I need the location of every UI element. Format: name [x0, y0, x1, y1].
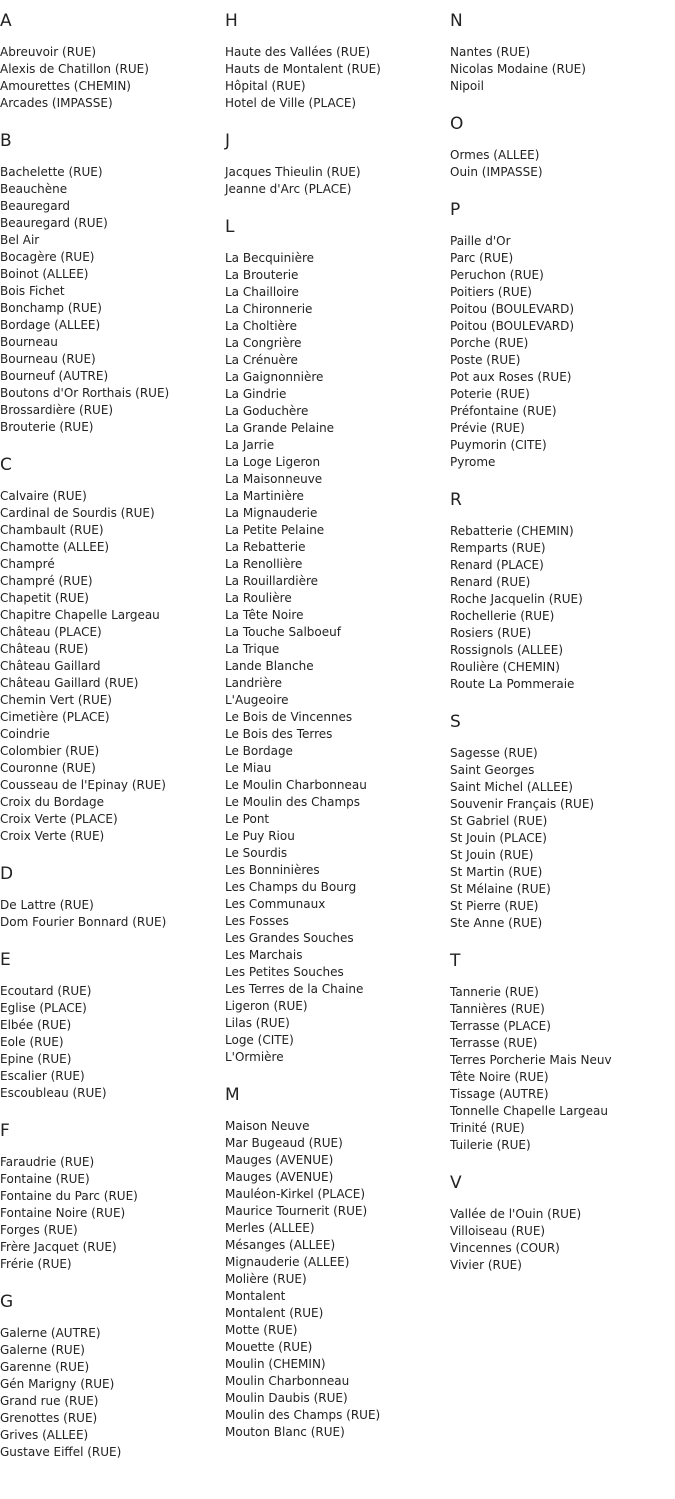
street-name: La Touche Salboeuf — [225, 625, 341, 639]
street-list — [450, 147, 675, 181]
street-name: Porche (RUE) — [450, 336, 529, 350]
section-letter-heading: R — [450, 490, 462, 510]
section-letter-heading: E — [0, 950, 11, 970]
street-list — [0, 44, 225, 112]
street-name: La Congrière — [225, 336, 302, 350]
street-name: Lande Blanche — [225, 659, 314, 673]
street-name: Garenne (RUE) — [0, 1360, 90, 1374]
street-name: Poitiers (RUE) — [450, 285, 532, 299]
street-name: Chapetit (RUE) — [0, 591, 89, 605]
street-name: Coindrie — [0, 727, 50, 741]
street-name: Poterie (RUE) — [450, 387, 530, 401]
street-name: Villoiseau (RUE) — [450, 1224, 546, 1238]
street-name: Tissage (AUTRE) — [450, 1087, 549, 1101]
street-list — [450, 1206, 675, 1274]
street-name: Poitou (BOULEVARD) — [450, 319, 575, 333]
street-name: Mauléon-Kirkel (PLACE) — [225, 1187, 366, 1201]
street-name: La Chailloire — [225, 285, 299, 299]
street-name: Grives (ALLEE) — [0, 1428, 89, 1442]
letter-group-c — [0, 454, 225, 845]
street-name: Escoubleau (RUE) — [0, 1086, 107, 1100]
street-name: Le Moulin des Champs — [225, 795, 361, 809]
street-name: Haute des Vallées (RUE) — [225, 45, 371, 59]
letter-group-m — [225, 1084, 450, 1441]
street-index-column-3 — [450, 10, 675, 1292]
street-name: Prévie (RUE) — [450, 421, 525, 435]
street-name: Dom Fourier Bonnard (RUE) — [0, 915, 167, 929]
street-name: Jacques Thieulin (RUE) — [225, 165, 361, 179]
street-name: Vincennes (COUR) — [450, 1241, 560, 1255]
letter-group-a — [0, 10, 225, 112]
street-name: Moulin des Champs (RUE) — [225, 1408, 381, 1422]
street-name: Souvenir Français (RUE) — [450, 797, 595, 811]
street-name: La Maisonneuve — [225, 472, 323, 486]
street-name: Les Terres de la Chaine — [225, 982, 364, 996]
street-name: Fontaine Noire (RUE) — [0, 1206, 126, 1220]
street-name: Trinité (RUE) — [450, 1121, 525, 1135]
street-name: Les Fosses — [225, 914, 289, 928]
street-index-column-1 — [0, 10, 225, 1479]
section-letter-heading: C — [0, 455, 12, 475]
street-name: La Becquinière — [225, 251, 314, 265]
street-list — [225, 164, 450, 198]
street-name: Préfontaine (RUE) — [450, 404, 557, 418]
street-list — [450, 233, 675, 471]
street-name: Rossignols (ALLEE) — [450, 643, 564, 657]
street-name: Montalent — [225, 1289, 286, 1303]
street-name: De Lattre (RUE) — [0, 898, 94, 912]
section-letter-heading: B — [0, 131, 12, 151]
street-name: Cimetière (PLACE) — [0, 710, 110, 724]
street-list — [450, 44, 675, 95]
street-name: Grand rue (RUE) — [0, 1394, 99, 1408]
street-list — [450, 523, 675, 693]
street-name: La Gaignonnière — [225, 370, 324, 384]
street-name: Galerne (AUTRE) — [0, 1326, 101, 1340]
street-list — [225, 44, 450, 112]
street-name: Cardinal de Sourdis (RUE) — [0, 506, 155, 520]
letter-group-s — [450, 711, 675, 932]
street-name: Motte (RUE) — [225, 1323, 298, 1337]
street-name: Molière (RUE) — [225, 1272, 307, 1286]
street-name: Moulin Charbonneau — [225, 1374, 350, 1388]
street-name: Ouin (IMPASSE) — [450, 165, 543, 179]
street-name: La Goduchère — [225, 404, 309, 418]
street-name: Bonchamp (RUE) — [0, 301, 102, 315]
street-name: Les Marchais — [225, 948, 303, 962]
street-name: Puymorin (CITE) — [450, 438, 547, 452]
street-name: La Choltière — [225, 319, 297, 333]
street-name: Chapitre Chapelle Largeau — [0, 608, 160, 622]
street-name: Moulin (CHEMIN) — [225, 1357, 326, 1371]
street-name: Le Bordage — [225, 744, 293, 758]
section-letter-heading: N — [450, 11, 463, 31]
section-letter-heading: L — [225, 217, 235, 237]
street-name: Bocagère (RUE) — [0, 250, 95, 264]
street-name: St Martin (RUE) — [450, 865, 543, 879]
letter-group-l — [225, 216, 450, 1066]
street-name: Rebatterie (CHEMIN) — [450, 524, 574, 538]
street-name: Alexis de Chatillon (RUE) — [0, 62, 149, 76]
letter-group-o — [450, 113, 675, 181]
street-name: La Rebatterie — [225, 540, 306, 554]
section-letter-heading: M — [225, 1085, 240, 1105]
street-name: Galerne (RUE) — [0, 1343, 85, 1357]
street-name: Renard (PLACE) — [450, 558, 544, 572]
section-letter-heading: T — [450, 951, 461, 971]
street-name: Les Grandes Souches — [225, 931, 354, 945]
street-name: Paille d'Or — [450, 234, 511, 248]
street-name: Couronne (RUE) — [0, 761, 96, 775]
street-name: Arcades (IMPASSE) — [0, 96, 113, 110]
street-name: Amourettes (CHEMIN) — [0, 79, 131, 93]
street-name: Ecoutard (RUE) — [0, 984, 92, 998]
section-letter-heading: F — [0, 1121, 10, 1141]
street-name: Route La Pommeraie — [450, 677, 575, 691]
street-name: Les Petites Souches — [225, 965, 344, 979]
street-list — [225, 1118, 450, 1441]
street-name: Château Gaillard — [0, 659, 101, 673]
street-name: Roulière (CHEMIN) — [450, 660, 560, 674]
street-name: Croix du Bordage — [0, 795, 104, 809]
street-list — [0, 1154, 225, 1273]
street-name: Rosiers (RUE) — [450, 626, 532, 640]
street-name: Vivier (RUE) — [450, 1258, 522, 1272]
street-name: St Gabriel (RUE) — [450, 814, 548, 828]
street-name: Tannerie (RUE) — [450, 985, 539, 999]
street-name: Rochellerie (RUE) — [450, 609, 555, 623]
street-name: La Roulière — [225, 591, 292, 605]
street-name: Montalent (RUE) — [225, 1306, 324, 1320]
street-name: La Grande Pelaine — [225, 421, 335, 435]
street-name: Tonnelle Chapelle Largeau — [450, 1104, 609, 1118]
street-name: Poitou (BOULEVARD) — [450, 302, 575, 316]
street-name: Bourneau — [0, 335, 58, 349]
street-name: Château (RUE) — [0, 642, 89, 656]
letter-group-g — [0, 1291, 225, 1461]
street-name: Moulin Daubis (RUE) — [225, 1391, 348, 1405]
street-name: Tuilerie (RUE) — [450, 1138, 531, 1152]
street-name: Tannières (RUE) — [450, 1002, 545, 1016]
street-name: Les Bonninières — [225, 863, 320, 877]
street-name: Ligeron (RUE) — [225, 999, 308, 1013]
street-name: La Tête Noire — [225, 608, 304, 622]
section-letter-heading: P — [450, 200, 461, 220]
street-name: La Loge Ligeron — [225, 455, 321, 469]
street-name: Frérie (RUE) — [0, 1257, 72, 1271]
street-name: La Rouillardière — [225, 574, 319, 588]
section-letter-heading: H — [225, 11, 238, 31]
street-name: Jeanne d'Arc (PLACE) — [225, 182, 352, 196]
street-name: Mouette (RUE) — [225, 1340, 313, 1354]
letter-group-b — [0, 130, 225, 436]
street-name: Bel Air — [0, 233, 40, 247]
street-name: Hauts de Montalent (RUE) — [225, 62, 381, 76]
street-name: Le Sourdis — [225, 846, 288, 860]
street-name: Elbée (RUE) — [0, 1018, 72, 1032]
street-name: Bois Fichet — [0, 284, 65, 298]
street-name: Château (PLACE) — [0, 625, 102, 639]
street-name: Chamotte (ALLEE) — [0, 540, 110, 554]
street-name: Gustave Eiffel (RUE) — [0, 1445, 122, 1459]
street-name: Pot aux Roses (RUE) — [450, 370, 572, 384]
street-name: Mar Bugeaud (RUE) — [225, 1136, 343, 1150]
street-name: Landrière — [225, 676, 282, 690]
street-name: St Mélaine (RUE) — [450, 882, 551, 896]
letter-group-v — [450, 1172, 675, 1274]
street-name: La Martinière — [225, 489, 304, 503]
street-list — [0, 488, 225, 845]
street-list — [225, 250, 450, 1066]
street-name: Peruchon (RUE) — [450, 268, 544, 282]
street-name: La Chironnerie — [225, 302, 313, 316]
street-name: La Trique — [225, 642, 280, 656]
street-name: Champré — [0, 557, 55, 571]
section-letter-heading: O — [450, 114, 464, 134]
street-name: Colombier (RUE) — [0, 744, 100, 758]
street-name: Parc (RUE) — [450, 251, 514, 265]
street-list — [450, 984, 675, 1154]
street-name: Chemin Vert (RUE) — [0, 693, 112, 707]
street-name: Nicolas Modaine (RUE) — [450, 62, 586, 76]
street-name: La Gindrie — [225, 387, 287, 401]
letter-group-j — [225, 130, 450, 198]
street-name: Le Bois des Terres — [225, 727, 333, 741]
street-name: Saint Michel (ALLEE) — [450, 780, 573, 794]
street-name: Le Moulin Charbonneau — [225, 778, 367, 792]
street-name: Boutons d'Or Rorthais (RUE) — [0, 386, 170, 400]
street-name: Beauchène — [0, 182, 68, 196]
street-list — [0, 897, 225, 931]
street-name: Chambault (RUE) — [0, 523, 104, 537]
street-name: Gén Marigny (RUE) — [0, 1377, 115, 1391]
street-name: Epine (RUE) — [0, 1052, 72, 1066]
street-name: Terrasse (RUE) — [450, 1036, 538, 1050]
street-name: Croix Verte (PLACE) — [0, 812, 118, 826]
street-name: Merles (ALLEE) — [225, 1221, 315, 1235]
street-name: Les Champs du Bourg — [225, 880, 357, 894]
letter-group-e — [0, 949, 225, 1102]
street-name: Hotel de Ville (PLACE) — [225, 96, 357, 110]
street-name: Pyrome — [450, 455, 496, 469]
street-name: La Brouterie — [225, 268, 299, 282]
street-name: Boinot (ALLEE) — [0, 267, 89, 281]
street-name: Forges (RUE) — [0, 1223, 78, 1237]
street-name: Grenottes (RUE) — [0, 1411, 98, 1425]
letter-group-h — [225, 10, 450, 112]
street-name: Nipoil — [450, 79, 484, 93]
street-name: Eglise (PLACE) — [0, 1001, 87, 1015]
street-name: Terrasse (PLACE) — [450, 1019, 551, 1033]
street-name: Mauges (AVENUE) — [225, 1153, 334, 1167]
street-name: L'Ormière — [225, 1050, 284, 1064]
street-name: Poste (RUE) — [450, 353, 521, 367]
street-name: Fontaine (RUE) — [0, 1172, 90, 1186]
street-name: Saint Georges — [450, 763, 535, 777]
street-name: Remparts (RUE) — [450, 541, 546, 555]
street-name: Le Puy Riou — [225, 829, 295, 843]
section-letter-heading: D — [0, 864, 14, 884]
street-name: Nantes (RUE) — [450, 45, 531, 59]
street-name: Mauges (AVENUE) — [225, 1170, 334, 1184]
street-name: Frère Jacquet (RUE) — [0, 1240, 117, 1254]
street-name: Terres Porcherie Mais Neuv — [450, 1053, 612, 1067]
street-name: Le Miau — [225, 761, 272, 775]
street-name: Château Gaillard (RUE) — [0, 676, 139, 690]
street-name: Eole (RUE) — [0, 1035, 64, 1049]
section-letter-heading: A — [0, 11, 12, 31]
street-name: Calvaire (RUE) — [0, 489, 87, 503]
street-name: Escalier (RUE) — [0, 1069, 85, 1083]
street-name: Vallée de l'Ouin (RUE) — [450, 1207, 582, 1221]
street-name: Brossardière (RUE) — [0, 403, 114, 417]
street-list — [0, 983, 225, 1102]
street-name: Roche Jacquelin (RUE) — [450, 592, 583, 606]
street-name: La Crénuère — [225, 353, 298, 367]
section-letter-heading: J — [225, 131, 231, 151]
street-name: La Jarrie — [225, 438, 275, 452]
street-name: Mouton Blanc (RUE) — [225, 1425, 345, 1439]
street-index-column-2 — [225, 10, 450, 1459]
street-name: Loge (CITE) — [225, 1033, 294, 1047]
street-name: Abreuvoir (RUE) — [0, 45, 97, 59]
street-name: Tête Noire (RUE) — [450, 1070, 549, 1084]
street-name: Bordage (ALLEE) — [0, 318, 101, 332]
street-name: Bachelette (RUE) — [0, 165, 103, 179]
street-name: Brouterie (RUE) — [0, 420, 94, 434]
street-name: La Mignauderie — [225, 506, 318, 520]
letter-group-d — [0, 863, 225, 931]
section-letter-heading: G — [0, 1292, 14, 1312]
letter-group-p — [450, 199, 675, 471]
street-name: St Jouin (RUE) — [450, 848, 534, 862]
letter-group-r — [450, 489, 675, 693]
street-name: Croix Verte (RUE) — [0, 829, 105, 843]
street-name: Fontaine du Parc (RUE) — [0, 1189, 138, 1203]
street-name: Ste Anne (RUE) — [450, 916, 543, 930]
street-name: Ormes (ALLEE) — [450, 148, 540, 162]
street-name: L'Augeoire — [225, 693, 289, 707]
street-name: Lilas (RUE) — [225, 1016, 290, 1030]
street-name: Renard (RUE) — [450, 575, 531, 589]
street-name: St Jouin (PLACE) — [450, 831, 547, 845]
street-name: Mésanges (ALLEE) — [225, 1238, 336, 1252]
street-name: Hôpital (RUE) — [225, 79, 306, 93]
letter-group-f — [0, 1120, 225, 1273]
street-name: Le Pont — [225, 812, 270, 826]
street-list — [0, 1325, 225, 1461]
street-name: Beauregard (RUE) — [0, 216, 108, 230]
street-name: Sagesse (RUE) — [450, 746, 538, 760]
street-name: Le Bois de Vincennes — [225, 710, 353, 724]
street-name: La Petite Pelaine — [225, 523, 325, 537]
street-name: Maison Neuve — [225, 1119, 310, 1133]
street-list — [0, 164, 225, 436]
street-name: Cousseau de l'Epinay (RUE) — [0, 778, 166, 792]
street-name: Mignauderie (ALLEE) — [225, 1255, 350, 1269]
street-name: Faraudrie (RUE) — [0, 1155, 95, 1169]
letter-group-n — [450, 10, 675, 95]
street-name: Champré (RUE) — [0, 574, 93, 588]
street-name: Beauregard — [0, 199, 70, 213]
street-name: Maurice Tournerit (RUE) — [225, 1204, 368, 1218]
letter-group-t — [450, 950, 675, 1154]
street-name: Bourneuf (AUTRE) — [0, 369, 109, 383]
section-letter-heading: V — [450, 1173, 462, 1193]
street-list — [450, 745, 675, 932]
street-name: St Pierre (RUE) — [450, 899, 539, 913]
street-name: La Renollière — [225, 557, 303, 571]
section-letter-heading: S — [450, 712, 461, 732]
street-name: Les Communaux — [225, 897, 326, 911]
street-name: Bourneau (RUE) — [0, 352, 96, 366]
